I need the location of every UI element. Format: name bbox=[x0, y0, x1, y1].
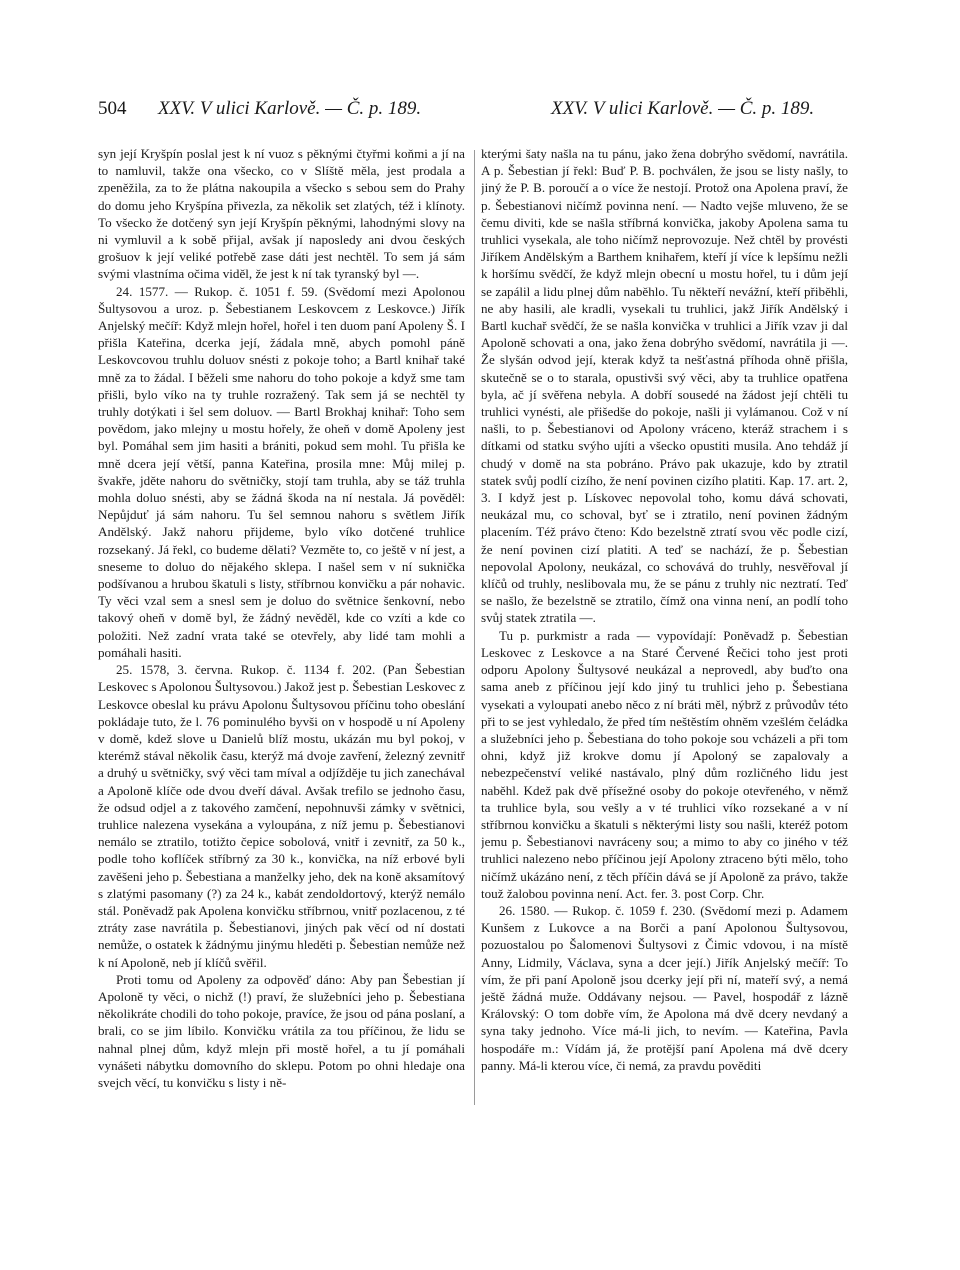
paragraph-entry-25: 25. 1578, 3. června. Rukop. č. 1134 f. 202. (Pan Šebestian Leskovec s Apolonou Šultysovou.) Jakož jest p. Šebestian Leskovec z Leskovce obeslal ku právu Apolonu Šultysovou příčinu toho obeslání pokládaje tuto, že l. 76 pominulého byvši on v hospodě u ní Apoleny v domě, kdež slove u Danielů blíž mostu, ukázán mu byl pokoj, v kterémž stával několik času, kterýž má dvoje zavření, železný zevnitř a druhý u světničky, svý věci tam míval a odjížděje tu jich zanechával a Apoloně klíče ode dvou dveří dával. Avšak trefilo se jednoho času, že odsud odjel a z takového zamčení, nepohnuvši zámky v světnici, truhlice nalezena vysekána a vyloupána, z níž jemu p. Šebestianovi nemálo se ztratilo, totižto čepice sobolová, vnitř i zevnitř, za 50 k., podle toho koflíček stříbrný za 30 k., konvička, na níž erbové byli zavěšeni jeho p. Šebestiana a manželky jeho, dek na koně aksamítový s zlatými pasomany (?) za 24 k., kabát zendoldortový, kterýž nemálo stál. Poněvadž pak Apolena konvičku stříbrnou, vnitř pozlacenou, z té ztráty zase navrátila p. Šebestianovi, jiných pak věcí od ní dostati nemůže, o ostatek k žádnýmu jinýmu hleděti p. Šebestian nemůže než k ní Apoloně, neb jí klíčů svěřil. bbox=[98, 662, 465, 970]
paragraph-response: Proti tomu od Apoleny za odpověď dáno: Aby pan Šebestian jí Apoloně ty věci, o nichž (!) praví, že služebníci jeho p. Šebestiana několikráte chodili do toho pokoje, pravíce, že jsou od pána poslaní, a brali, co se jim líbilo. Konvičku vrátila za tou příčinou, že lidu se nahnal plnej dům, když mlejn při mostě hořel, a tu jí pomáhali vynášeti nábytku domovního do sklepu. Potom po ohni hledaje ona svejch věcí, tu konvičku s listy i ně- bbox=[98, 971, 465, 1090]
right-column bbox=[481, 145, 848, 1185]
running-head-left: XXV. V ulici Karlově. — Č. p. 189. bbox=[158, 98, 422, 119]
left-column bbox=[98, 145, 465, 1185]
column-divider bbox=[474, 150, 475, 1105]
page-number: 504 bbox=[98, 98, 127, 119]
paragraph-continuation-right: kterými šaty našla na tu pánu, jako žena dobrýho svědomí, navrátila. A p. Šebestian jí řekl: Buď P. B. pochválen, že jsou se listy našly, to jiný že P. B. poroučí a o více že nestojí. Protož ona Apolena praví, že p. Šebestianovi ničímž povinna není. — Nadto vejše mluveno, že se čemu diviti, kde se našla stříbrná konvička, jakoby Apolena sama tu truhlici vysekala, ale toho ničímž neprovozuje. Než chtěl by provésti Jiříkem Andělským a Barthem knihařem, kteří jí více k lepšímu nežli k horšímu svědčí, že když mlejn obecní u mostu hořel, tu i dům její se zapálil a lidu plnej dům naběhlo. Tu někteří nevážní, kteří přiběhli, ne aby hasili, ale kradli, vysekali tu truhlici, jakž Jiřík Andělský i Bartl kuchař svědčí, že se našla konvička v truhlici a Jiřík vzav ji dal Apoloně schovati a ona, jako žena dobrýho svědomí, navrátila ji —. Že slyšán odvod její, kterak když ta nešťastná příhoda ohně přišla, skutečně se o to starala, opustivši svý věci, aby ta truhlice opatřena byla, ač jí svěřena nebyla. A dobří sousedé na žádost její chtěli tu truhlici vynésti, ale přišedše do pokoje, našli ji vylámanou. Což v ní našli, to p. Šebestianovi od Apolony vráceno, kteráž strachem i s dítkami od statku svýho ujíti a všecko opustiti musila. Ano tehdáž jí chudý v domě na sta pobráno. Právo pak ukazuje, kdo by ztratil statek svůj podlí cizího, že není povinen cizího platiti. Kap. 17. art. 2, 3. I když jest p. Lískovec nepovolal toho, komu dává schovati, neukázal mu, co schoval, byť se i ztratilo, není povinen žádným placením. Též právo čteno: Kdo bezelstně ztratí svou věc podle cizí, že není povinen cizí platiti. A teď se nachází, že p. Šebestian nepovolal Apolony, neukázal, co schovává do truhly, nesvěřoval jí klíčů od truhly, neslibovala mu, že se pánu z truhly nic neztratí. Teď se našlo, že bezelstně se ztratilo, čímž ona vinna není, an podlí toho svůj statek ztratila —. bbox=[481, 146, 848, 626]
page-header bbox=[0, 98, 960, 124]
paragraph-entry-26: 26. 1580. — Rukop. č. 1059 f. 230. (Svědomí mezi p. Adamem Kunšem z Lukovce a na Borči a paní Apolonou Šultysovou, pozuostalou po Šalomenovi Šultysovi z Čimic vdovou, i na místě Anny, Lidmily, Václava, syna a dcer její.) Jiřík Anjelský mečíř: To vím, že při paní Apoloně jsou dcerky její při ní, mateří svý, a nemá ještě žádná muže. Oddávany nejsou. — Pavel, hospodář z lázně Královský: O tom dobře vím, že Apolona má dvě dcery nevdaný a syna taky jednoho. Více má-li jich, to nevím. — Kateřina, Pavla hospodáře m.: Vídám já, že protější paní Apolena má dvě dcery panny. Má-li kterou více, či nemá, za pravdu pověditi bbox=[481, 902, 848, 1073]
paragraph-verdict: Tu p. purkmistr a rada — vypovídají: Poněvadž p. Šebestian Leskovec z Leskovce a na Staré Červené Řečici toho jest proti odporu Apolony Šultysové neukázal a neprovedl, aby buďto ona sama aneb z příčinou její kdo jiný tu truhlici jeho p. Šebestiana vysekati a vyloupati anebo něco z ní bráti měl, nýbrž z průvodův této při to se jest vyhledalo, že před tím neštěstím ohněm vzešlém čeládka a služebníci jeho p. Šebestiana do toho pokoje sou vcházeli a při tom ohni, když již krokve domu jí Apoloný se zapalovaly a nebezpečenství veliké nastávalo, plný dům rozličného lidu jest naběhl. Kdež pak dvě přísežné osoby do pokoje otevřeného, v němž ta truhlice byla, sou vešly a v té truhlici víko rozsekané a v ní stříbrnou konvičku a škatuli s některými listy sou našli, kteréž potom jemu p. Šebestianovi navráceny sou; a mimo to aby co jiného v též truhlici nalezeno nebo příčinou její Apolony ztraceno býti mělo, toho ničímž ukázáno není, z těch příčin dává se jí Apoloně za právo, takže touž žalobou povinna není. Act. fer. 3. post Corp. Chr. bbox=[481, 627, 848, 901]
running-head-right: XXV. V ulici Karlově. — Č. p. 189. bbox=[551, 98, 815, 119]
paragraph-continuation: syn její Kryšpín poslal jest k ní vuoz s pěknými čtyřmi koňmi a jí na to namluvil, takže ona všecko, co v Slíště měla, jest prodala a zpeněžila, za to že plátna nakoupila a všecko s sebou sem do Prahy do domu jeho Kryšpína přivezla, za několik set zlatých, též i klínoty. To všecko že dotčený syn její Kryšpín pěknými, lahodnými slovy na ni vymluvil a k sobě přijal, avšak jí naposledy ani dvou českých grošuov k její veliké potřebě zase dáti jest nechtěl. To sem já sám svými vlastníma očima viděl, že jest k ní tak tyranský byl —. bbox=[98, 146, 465, 282]
paragraph-entry-24: 24. 1577. — Rukop. č. 1051 f. 59. (Svědomí mezi Apolonou Šultysovou a uroz. p. Šebestianem Leskovcem z Leskovce.) Jiřík Anjelský mečíř: Když mlejn hořel, hořel i ten duom paní Apoleny Š. I přišla Kateřina, dcerka její, žádala mně, abych pomohl páně Leskovcovou truhlu doluov snésti z pokoje toho; a Bartl knihař také mně za to žádal. I běželi sme nahoru do toho pokoje a když sme tam přišli, bylo víko na ty truhle rozražený. Tak sem já se nechtěl ty truhly dotýkati i šel sem doluov. — Bartl Brokhaj knihař: Toho sem povědom, jako mlejny u mostu hořely, že oheň v domě Apoleny jest byl. Pomáhal sem jim hasiti a brániti, pokud sem mohl. Tu přišla ke mně dcera její větší, panna Kateřina, prosila mne: Můj milej p. švakře, jděte nahoru do světničky, stojí tam truhla, aby se táž truhla mohla doluo snésti, aby se žádná škoda na ní nestala. Já pověděl: Nepůjduť já sám nahoru. Tu šel semnou nahoru s světlem Jiřík Andělský. Jakž nahoru přijdeme, bylo víko dotčené truhlice rozsekaný. Já řekl, co budeme dělati? Vezměte to, co ještě v ní jest, a sneseme to doluo do nějakého sklepa. I našel sem v ní suknička podšívanou a hrubou škatuli s listy, stříbrnou konvičku a pár nohavic. Ty věci vzal sem a snesl sem je doluo do světnice šenkovní, nebo takový oheň v domě byl, že žádný nevěděl, kde co vzíti a kde co položiti. Než zadní vrata také se otevřely, aby lidé tam mohli a pomáhali hasiti. bbox=[98, 283, 465, 660]
